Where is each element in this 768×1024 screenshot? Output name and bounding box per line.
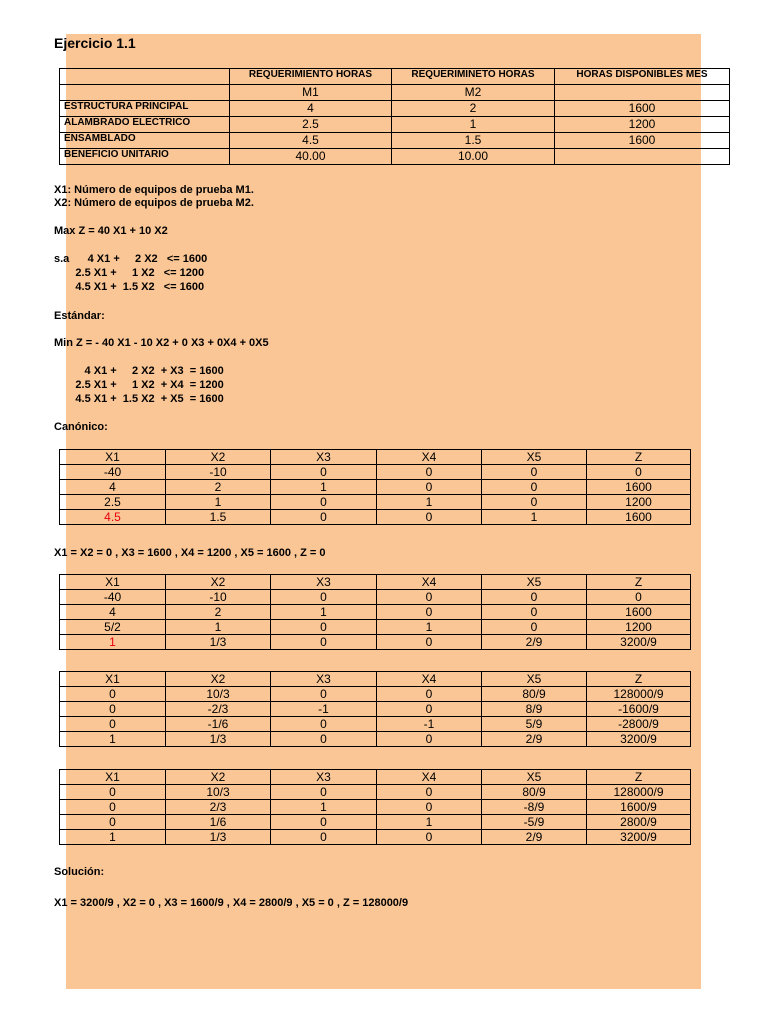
header-cell: REQUERIMIENTO HORAS [230,69,392,85]
table-row [60,620,691,635]
tableau-cell: 2/9 [482,732,587,747]
table-row [60,702,691,717]
tableau-cell: 1 [60,635,166,650]
tableau-cell: 4 [60,480,166,495]
table-cell: 1 [392,117,555,133]
tableau-cell: 10/3 [166,785,271,800]
tableau-cell: 8/9 [482,702,587,717]
tableau-header-cell: X5 [482,575,587,590]
tableau-cell: 0 [587,465,691,480]
tableau-cell: 128000/9 [587,785,691,800]
standard-constraint-1: 4 X1 + 2 X2 + X3 = 1600 [54,365,224,377]
tableau-cell: 4.5 [60,510,166,525]
row-label: ESTRUCTURA PRINCIPAL [60,101,230,117]
tableau-header-cell: X3 [271,672,377,687]
tableau-header-cell: X3 [271,450,377,465]
table-row [60,117,730,133]
tableau-cell: -40 [60,590,166,605]
table-cell: 4.5 [230,133,392,149]
table-row [60,635,691,650]
tableau-cell: -1 [377,717,482,732]
tableau-cell: 3200/9 [587,635,691,650]
subheader-cell [60,85,230,101]
table-row [60,815,691,830]
simplex-tableau-2 [59,574,691,650]
table-row [60,510,691,525]
table-row [60,785,691,800]
tableau-cell: 0 [377,590,482,605]
tableau-cell: 2/9 [482,830,587,845]
row-label: ENSAMBLADO [60,133,230,149]
tableau-header-cell: X2 [166,450,271,465]
tableau-header-row [60,672,691,687]
tableau-cell: 1600 [587,480,691,495]
definition-x2: X2: Número de equipos de prueba M2. [54,197,254,209]
tableau-cell: 80/9 [482,785,587,800]
final-solution: X1 = 3200/9 , X2 = 0 , X3 = 1600/9 , X4 = 2800/9 , X5 = 0 , Z = 128000/9 [54,897,409,909]
tableau-cell: 1/3 [166,830,271,845]
row-label: BENEFICIO UNITARIO [60,149,230,165]
tableau-cell: 2800/9 [587,815,691,830]
tableau-cell: 1 [377,495,482,510]
tableau-cell: 0 [60,702,166,717]
tableau-header-cell: Z [587,450,691,465]
tableau-header-row [60,575,691,590]
table-header-row [60,69,730,85]
tableau-cell: 128000/9 [587,687,691,702]
tableau-cell: -40 [60,465,166,480]
tableau-cell: 2 [166,480,271,495]
tableau-header-row [60,770,691,785]
tableau-cell: -2/3 [166,702,271,717]
tableau-header-cell: X4 [377,450,482,465]
tableau-cell: 5/9 [482,717,587,732]
tableau-header-cell: X4 [377,575,482,590]
tableau-cell: 1 [166,620,271,635]
standard-constraint-2: 2.5 X1 + 1 X2 + X4 = 1200 [54,379,224,391]
table-row [60,687,691,702]
tableau-cell: 0 [271,687,377,702]
solution-label: Solución: [54,866,105,878]
tableau-cell: 0 [271,717,377,732]
header-cell: REQUERIMINETO HORAS [392,69,555,85]
table-row [60,717,691,732]
tableau-cell: 0 [377,465,482,480]
tableau-cell: 3200/9 [587,732,691,747]
tableau-header-cell: X3 [271,770,377,785]
tableau-cell: 0 [271,830,377,845]
table-cell: 1.5 [392,133,555,149]
subheader-cell: M1 [230,85,392,101]
tableau-cell: 1 [166,495,271,510]
table-row [60,133,730,149]
tableau-cell: 0 [60,717,166,732]
tableau-cell: 0 [482,590,587,605]
standard-constraint-3: 4.5 X1 + 1.5 X2 + X5 = 1600 [54,393,224,405]
tableau-cell: 0 [377,635,482,650]
tableau-cell: 0 [271,510,377,525]
tableau-header-cell: Z [587,672,691,687]
tableau-header-cell: X1 [60,770,166,785]
tableau-cell: 0 [60,785,166,800]
tableau-cell: 0 [60,800,166,815]
tableau-cell: 0 [271,635,377,650]
tableau-cell: 0 [377,687,482,702]
tableau-cell: 0 [60,687,166,702]
tableau-cell: 0 [377,800,482,815]
tableau-cell: 0 [377,732,482,747]
tableau-cell: 0 [271,732,377,747]
tableau-cell: 0 [271,465,377,480]
tableau-cell: 1 [271,605,377,620]
row-label: ALAMBRADO ELECTRICO [60,117,230,133]
tableau-cell: 0 [377,830,482,845]
tableau-cell: 0 [377,510,482,525]
table-cell: 1600 [555,133,730,149]
tableau-cell: 0 [271,815,377,830]
tableau-cell: 0 [587,590,691,605]
table-cell: 1200 [555,117,730,133]
constraint-3: 4.5 X1 + 1.5 X2 <= 1600 [54,281,205,293]
tableau-cell: -10 [166,465,271,480]
tableau-header-cell: X2 [166,575,271,590]
tableau-cell: 0 [271,495,377,510]
page-title: Ejercicio 1.1 [54,35,136,51]
definition-x1: X1: Número de equipos de prueba M1. [54,184,254,196]
tableau-header-cell: X1 [60,672,166,687]
table-row [60,495,691,510]
tableau-cell: -2800/9 [587,717,691,732]
tableau-cell: 1600 [587,605,691,620]
tableau-cell: 2.5 [60,495,166,510]
tableau-cell: 1/3 [166,635,271,650]
table-row [60,149,730,165]
tableau-header-cell: X1 [60,450,166,465]
table-row [60,590,691,605]
table-cell: 2 [392,101,555,117]
table-row [60,605,691,620]
tableau-header-cell: X1 [60,575,166,590]
tableau-cell: 1 [377,815,482,830]
tableau-cell: 1600/9 [587,800,691,815]
tableau-cell: 1/3 [166,732,271,747]
table-cell: 1600 [555,101,730,117]
table-cell: 10.00 [392,149,555,165]
tableau-cell: 1/6 [166,815,271,830]
tableau-cell: 1 [60,830,166,845]
canonical-label: Canónico: [54,421,108,433]
tableau-cell: 0 [482,465,587,480]
tableau-cell: 80/9 [482,687,587,702]
standard-objective: Min Z = - 40 X1 - 10 X2 + 0 X3 + 0X4 + 0X5 [54,337,269,349]
tableau-cell: -1/6 [166,717,271,732]
tableau-cell: 2/9 [482,635,587,650]
constraint-2: 2.5 X1 + 1 X2 <= 1200 [54,267,205,279]
simplex-tableau-3 [59,671,691,747]
tableau-cell: 0 [377,785,482,800]
tableau-header-cell: Z [587,770,691,785]
table-cell: 40.00 [230,149,392,165]
table-subheader-row [60,85,730,101]
tableau-header-cell: X5 [482,672,587,687]
basic-solution: X1 = X2 = 0 , X3 = 1600 , X4 = 1200 , X5 = 1600 , Z = 0 [54,547,326,559]
table-row [60,465,691,480]
tableau-header-cell: X4 [377,672,482,687]
tableau-cell: 1.5 [166,510,271,525]
tableau-cell: 0 [377,605,482,620]
tableau-cell: 5/2 [60,620,166,635]
tableau-cell: 10/3 [166,687,271,702]
tableau-cell: 2/3 [166,800,271,815]
table-row [60,800,691,815]
tableau-cell: -1 [271,702,377,717]
tableau-cell: 4 [60,605,166,620]
tableau-header-cell: Z [587,575,691,590]
tableau-cell: 2 [166,605,271,620]
tableau-cell: 1200 [587,495,691,510]
tableau-cell: -1600/9 [587,702,691,717]
tableau-cell: 0 [482,495,587,510]
tableau-cell: 0 [377,480,482,495]
tableau-header-cell: X2 [166,672,271,687]
tableau-cell: 3200/9 [587,830,691,845]
tableau-cell: 1600 [587,510,691,525]
constraint-1: s.a 4 X1 + 2 X2 <= 1600 [54,253,208,265]
header-cell [60,69,230,85]
tableau-cell: 1 [482,510,587,525]
subheader-cell: M2 [392,85,555,101]
tableau-header-cell: X5 [482,770,587,785]
tableau-cell: 0 [60,815,166,830]
standard-label: Estándar: [54,310,105,322]
tableau-cell: 0 [482,620,587,635]
tableau-cell: 1 [271,800,377,815]
tableau-header-cell: X2 [166,770,271,785]
tableau-header-row [60,450,691,465]
tableau-cell: -8/9 [482,800,587,815]
tableau-cell: 0 [482,480,587,495]
subheader-cell [555,85,730,101]
tableau-cell: -5/9 [482,815,587,830]
table-cell: 4 [230,101,392,117]
data-table [59,68,730,165]
tableau-header-cell: X4 [377,770,482,785]
tableau-cell: 1 [271,480,377,495]
objective-function: Max Z = 40 X1 + 10 X2 [54,225,168,237]
table-row [60,732,691,747]
tableau-cell: 0 [271,590,377,605]
tableau-cell: -10 [166,590,271,605]
tableau-cell: 1200 [587,620,691,635]
tableau-cell: 0 [271,620,377,635]
table-row [60,480,691,495]
tableau-header-cell: X3 [271,575,377,590]
tableau-header-cell: X5 [482,450,587,465]
simplex-tableau-1 [59,449,691,525]
table-row [60,830,691,845]
tableau-cell: 0 [482,605,587,620]
table-cell [555,149,730,165]
simplex-tableau-4 [59,769,691,845]
tableau-cell: 0 [377,702,482,717]
header-cell: HORAS DISPONIBLES MES [555,69,730,85]
table-cell: 2.5 [230,117,392,133]
tableau-cell: 0 [271,785,377,800]
tableau-cell: 1 [60,732,166,747]
table-row [60,101,730,117]
tableau-cell: 1 [377,620,482,635]
